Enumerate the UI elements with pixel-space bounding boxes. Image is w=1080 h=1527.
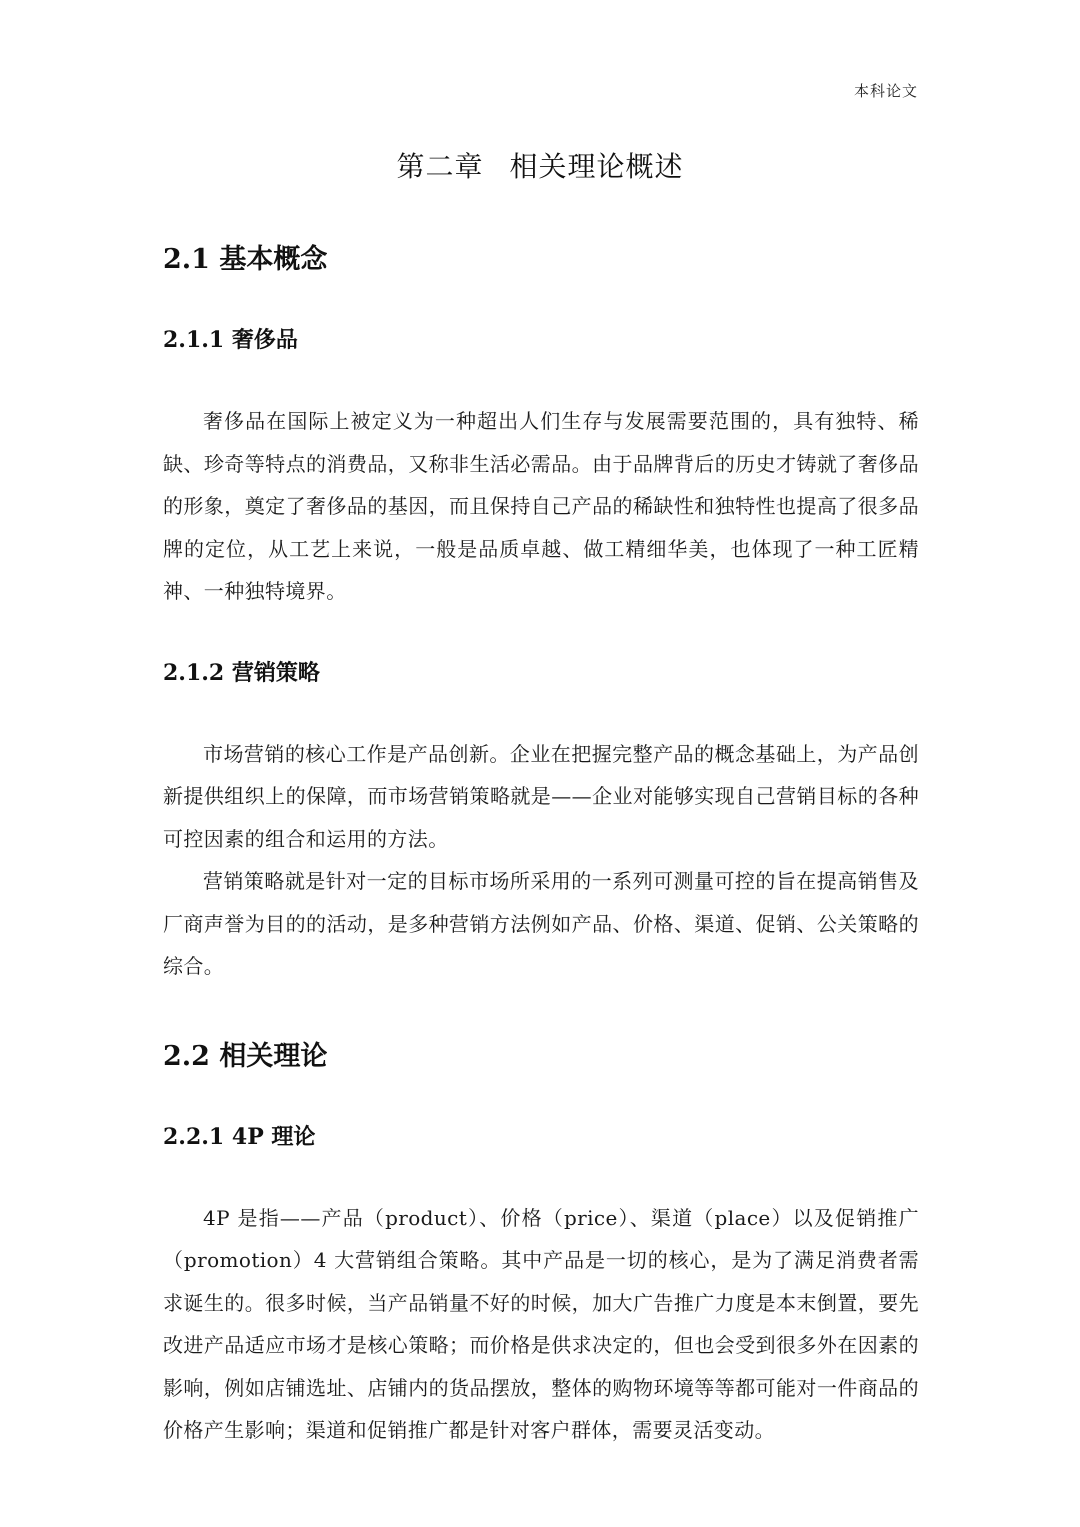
paragraph: 奢侈品在国际上被定义为一种超出人们生存与发展需要范围的，具有独特、稀缺、珍奇等特点的消费品，又称非生活必需品。由于品牌背后的历史才铸就了奢侈品的形象，奠定了奢侈品的基因，而且保持自己产品的稀缺性和独特性也提高了很多品牌的定位，从工艺上来说，一般是品质卓越、做工精细华美，也体现了一种工匠精神、一种独特境界。 (163, 409, 919, 603)
main-content (163, 236, 919, 1452)
paragraph: 营销策略就是针对一定的目标市场所采用的一系列可测量可控的旨在提高销售及厂商声誉为目的的活动，是多种营销方法例如产品、价格、渠道、促销、公关策略的综合。 (163, 869, 919, 978)
chapter-name: 相关理论概述 (509, 150, 684, 183)
chapter-title (0, 145, 1080, 185)
chapter-number: 第二章 (396, 150, 484, 183)
paragraph: 市场营销的核心工作是产品创新。企业在把握完整产品的概念基础上，为产品创新提供组织上的保障，而市场营销策略就是——企业对能够实现自己营销目标的各种可控因素的组合和运用的方法。 (163, 741, 919, 851)
section-heading-2-2: 2.2 相关理论 (163, 1040, 328, 1072)
subsection-heading-2-1-2: 2.1.2 营销策略 (163, 659, 320, 686)
running-header: 本科论文 (853, 82, 918, 100)
paragraph: 4P 是指——产品（product）、价格（price）、渠道（place）以及促销推广（promotion）4 大营销组合策略。其中产品是一切的核心，是为了满足消费者需求诞生的。很多时候，当产品销量不好的时候，加大广告推广力度是本末倒置，要先改进产品适应市场才是核心策略；而价格是供求决定的，但也会受到很多外在因素的影响，例如店铺选址、店铺内的货品摆放，整体的购物环境等等都可能对一件商品的价格产生影响；渠道和促销推广都是针对客户群体，需要灵活变动。 (163, 1205, 919, 1442)
subsection-heading-2-1-1: 2.1.1 奢侈品 (163, 327, 298, 353)
section-heading-2-1: 2.1 基本概念 (163, 244, 328, 275)
subsection-heading-2-2-1: 2.2.1 4P 理论 (163, 1123, 316, 1150)
